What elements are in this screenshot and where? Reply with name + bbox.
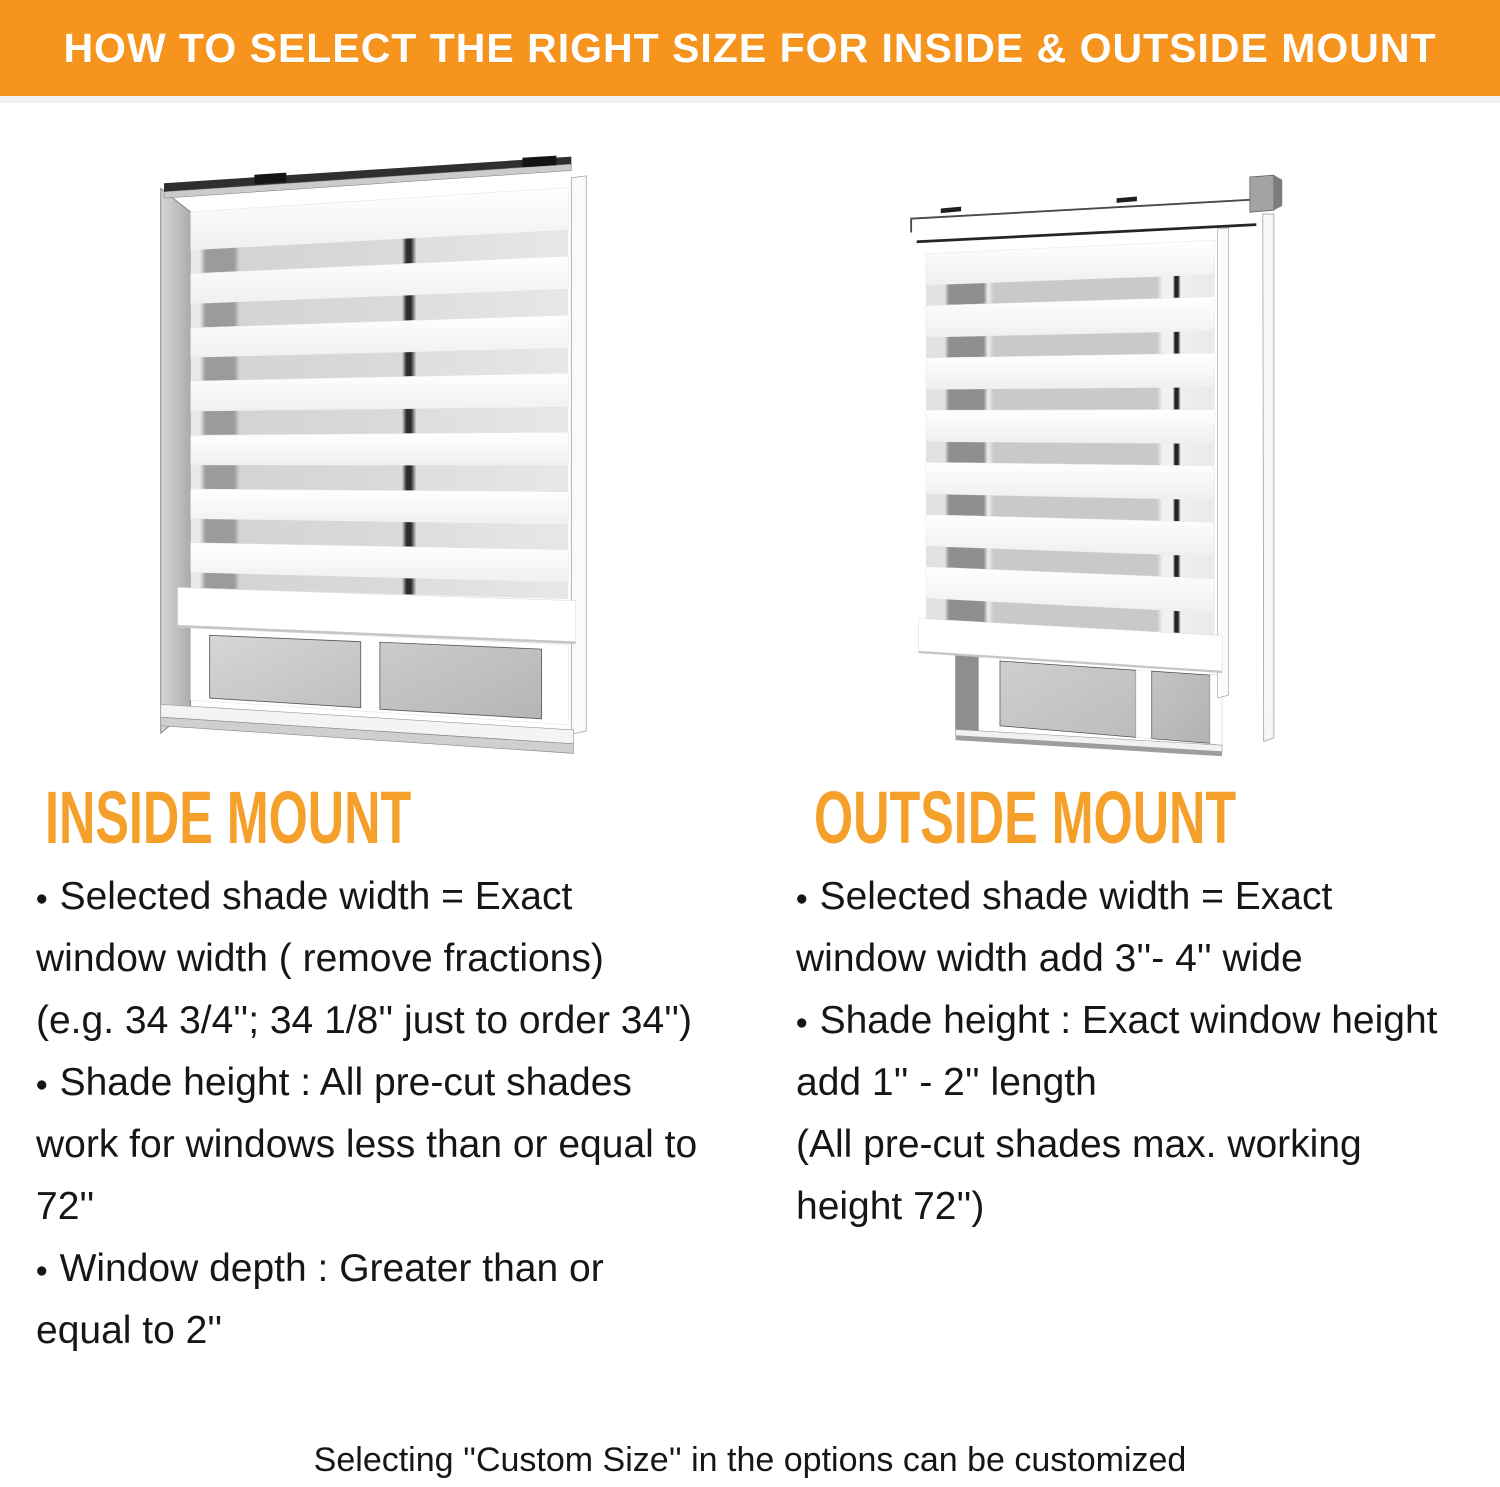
note-text: Shade height : All pre-cut shades xyxy=(59,1061,632,1104)
inside-mount-notes xyxy=(30,866,697,1362)
glass-pane-right xyxy=(380,642,542,719)
note-line xyxy=(30,928,697,990)
note-text: window width add 3''- 4'' wide xyxy=(796,937,1303,980)
note-text: Selected shade width = Exact xyxy=(819,875,1333,918)
note-text: add 1'' - 2'' length xyxy=(796,1061,1097,1104)
footer-note: Selecting ''Custom Size'' in the options can be customized xyxy=(313,1441,1187,1479)
note-text: height 72'') xyxy=(796,1185,985,1228)
note-line xyxy=(30,1114,697,1176)
note-line xyxy=(30,1300,697,1362)
window-mullion xyxy=(1136,670,1152,738)
note-text: 72'' xyxy=(36,1185,95,1228)
banner xyxy=(0,0,1500,96)
bullet-icon: ● xyxy=(35,1258,49,1282)
inside-mount-illustration xyxy=(148,150,616,810)
note-line xyxy=(30,1238,697,1300)
zebra-shade-outside xyxy=(917,223,1257,672)
bullet-icon: ● xyxy=(795,1010,809,1034)
note-line xyxy=(790,1052,1437,1114)
inside-mount-heading: INSIDE MOUNT xyxy=(45,776,412,859)
note-line xyxy=(30,1052,697,1114)
glass-pane-left xyxy=(1000,661,1136,737)
outside-mount-illustration xyxy=(900,140,1335,760)
bullet-icon: ● xyxy=(795,886,809,910)
note-line xyxy=(790,990,1437,1052)
note-text: (All pre-cut shades max. working xyxy=(796,1123,1362,1166)
note-line xyxy=(30,990,697,1052)
glass-pane-left xyxy=(210,635,361,707)
screw-slot-icon xyxy=(1117,196,1137,202)
window-frame-right xyxy=(571,176,586,734)
note-line xyxy=(790,1114,1437,1176)
banner-divider xyxy=(0,96,1500,103)
note-line xyxy=(790,1176,1437,1238)
note-text: window width ( remove fractions) xyxy=(36,937,604,980)
note-text: equal to 2'' xyxy=(36,1309,223,1352)
note-text: Shade height : Exact window height xyxy=(819,999,1438,1042)
note-text: Window depth : Greater than or xyxy=(59,1247,604,1290)
shade-side-edge xyxy=(1217,228,1228,698)
window-sash xyxy=(979,654,1000,733)
outside-mount-heading: OUTSIDE MOUNT xyxy=(814,776,1237,859)
mount-bracket-icon xyxy=(1250,175,1274,212)
outside-mount-notes xyxy=(790,866,1437,1238)
note-line xyxy=(790,866,1437,928)
note-text: Selected shade width = Exact xyxy=(59,875,573,918)
note-text: work for windows less than or equal to xyxy=(36,1123,698,1166)
note-line xyxy=(30,866,697,928)
bullet-icon: ● xyxy=(35,886,49,910)
note-text: (e.g. 34 3/4''; 34 1/8'' just to order 34'') xyxy=(36,999,693,1042)
window-jamb-left xyxy=(956,653,979,732)
headrail-bar xyxy=(917,223,1257,243)
glass-pane-right xyxy=(1152,671,1210,743)
note-line xyxy=(790,928,1437,990)
window-jamb-left xyxy=(161,189,191,734)
zebra-shade-inside xyxy=(178,188,576,643)
side-rail xyxy=(1263,214,1274,741)
note-line xyxy=(30,1176,697,1238)
bullet-icon: ● xyxy=(35,1072,49,1096)
screw-slot-icon xyxy=(941,207,961,213)
banner-title: HOW TO SELECT THE RIGHT SIZE FOR INSIDE & OUTSIDE MOUNT xyxy=(63,24,1437,71)
